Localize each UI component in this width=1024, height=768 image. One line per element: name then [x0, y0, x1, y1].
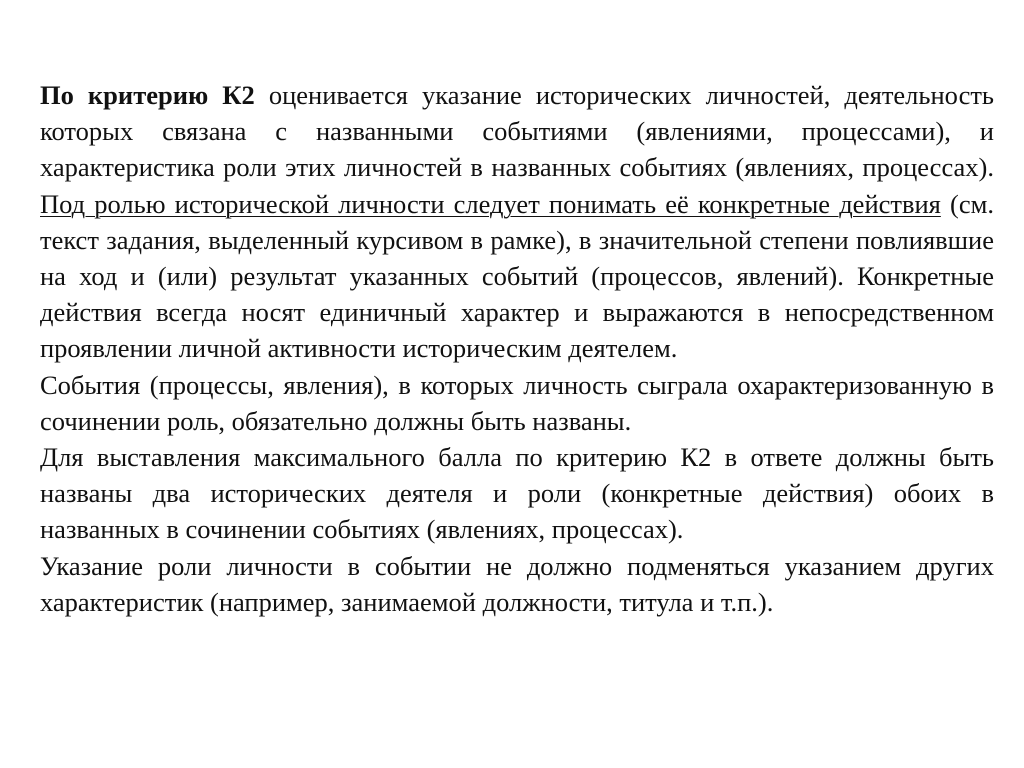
paragraph-criterion-k2: [40, 77, 994, 367]
criteria-text-block: [40, 77, 994, 620]
paragraph-max-score: Для выставления максимального балла по критерию К2 в ответе должны быть названы два исторических деятеля и роли (конкретные действия) обоих в названных в сочинении событиях (явлениях, процессах).: [40, 442, 994, 545]
paragraph-events: События (процессы, явления), в которых личность сыграла охарактеризованную в сочинении роль, обязательно должны быть названы.: [40, 369, 994, 436]
role-definition-underlined: Под ролью исторической личности следует понимать её конкретные действия: [40, 188, 941, 219]
paragraph-1-text-a: оценивается указание исторических личностей, деятельность которых связана с названными событиями (явлениями, процессами), и характеристика роли этих личностей в названных событиях (явлениях, процессах).: [40, 80, 995, 183]
paragraph-1-text-b: (см. текст задания, выделенный курсивом в рамке), в значительной степени повлиявшие на ход и (или) результат указанных событий (процессов, явлений). Конкретные действия всегда носят единичный характер и выражаются в непосредственном проявлении личной активности историческим деятелем.: [40, 188, 994, 364]
paragraph-role-substitution: Указание роли личности в событии не должно подменяться указанием других характеристик (например, занимаемой должности, титула и т.п.).: [40, 550, 994, 617]
criterion-label: По критерию К2: [40, 80, 255, 110]
